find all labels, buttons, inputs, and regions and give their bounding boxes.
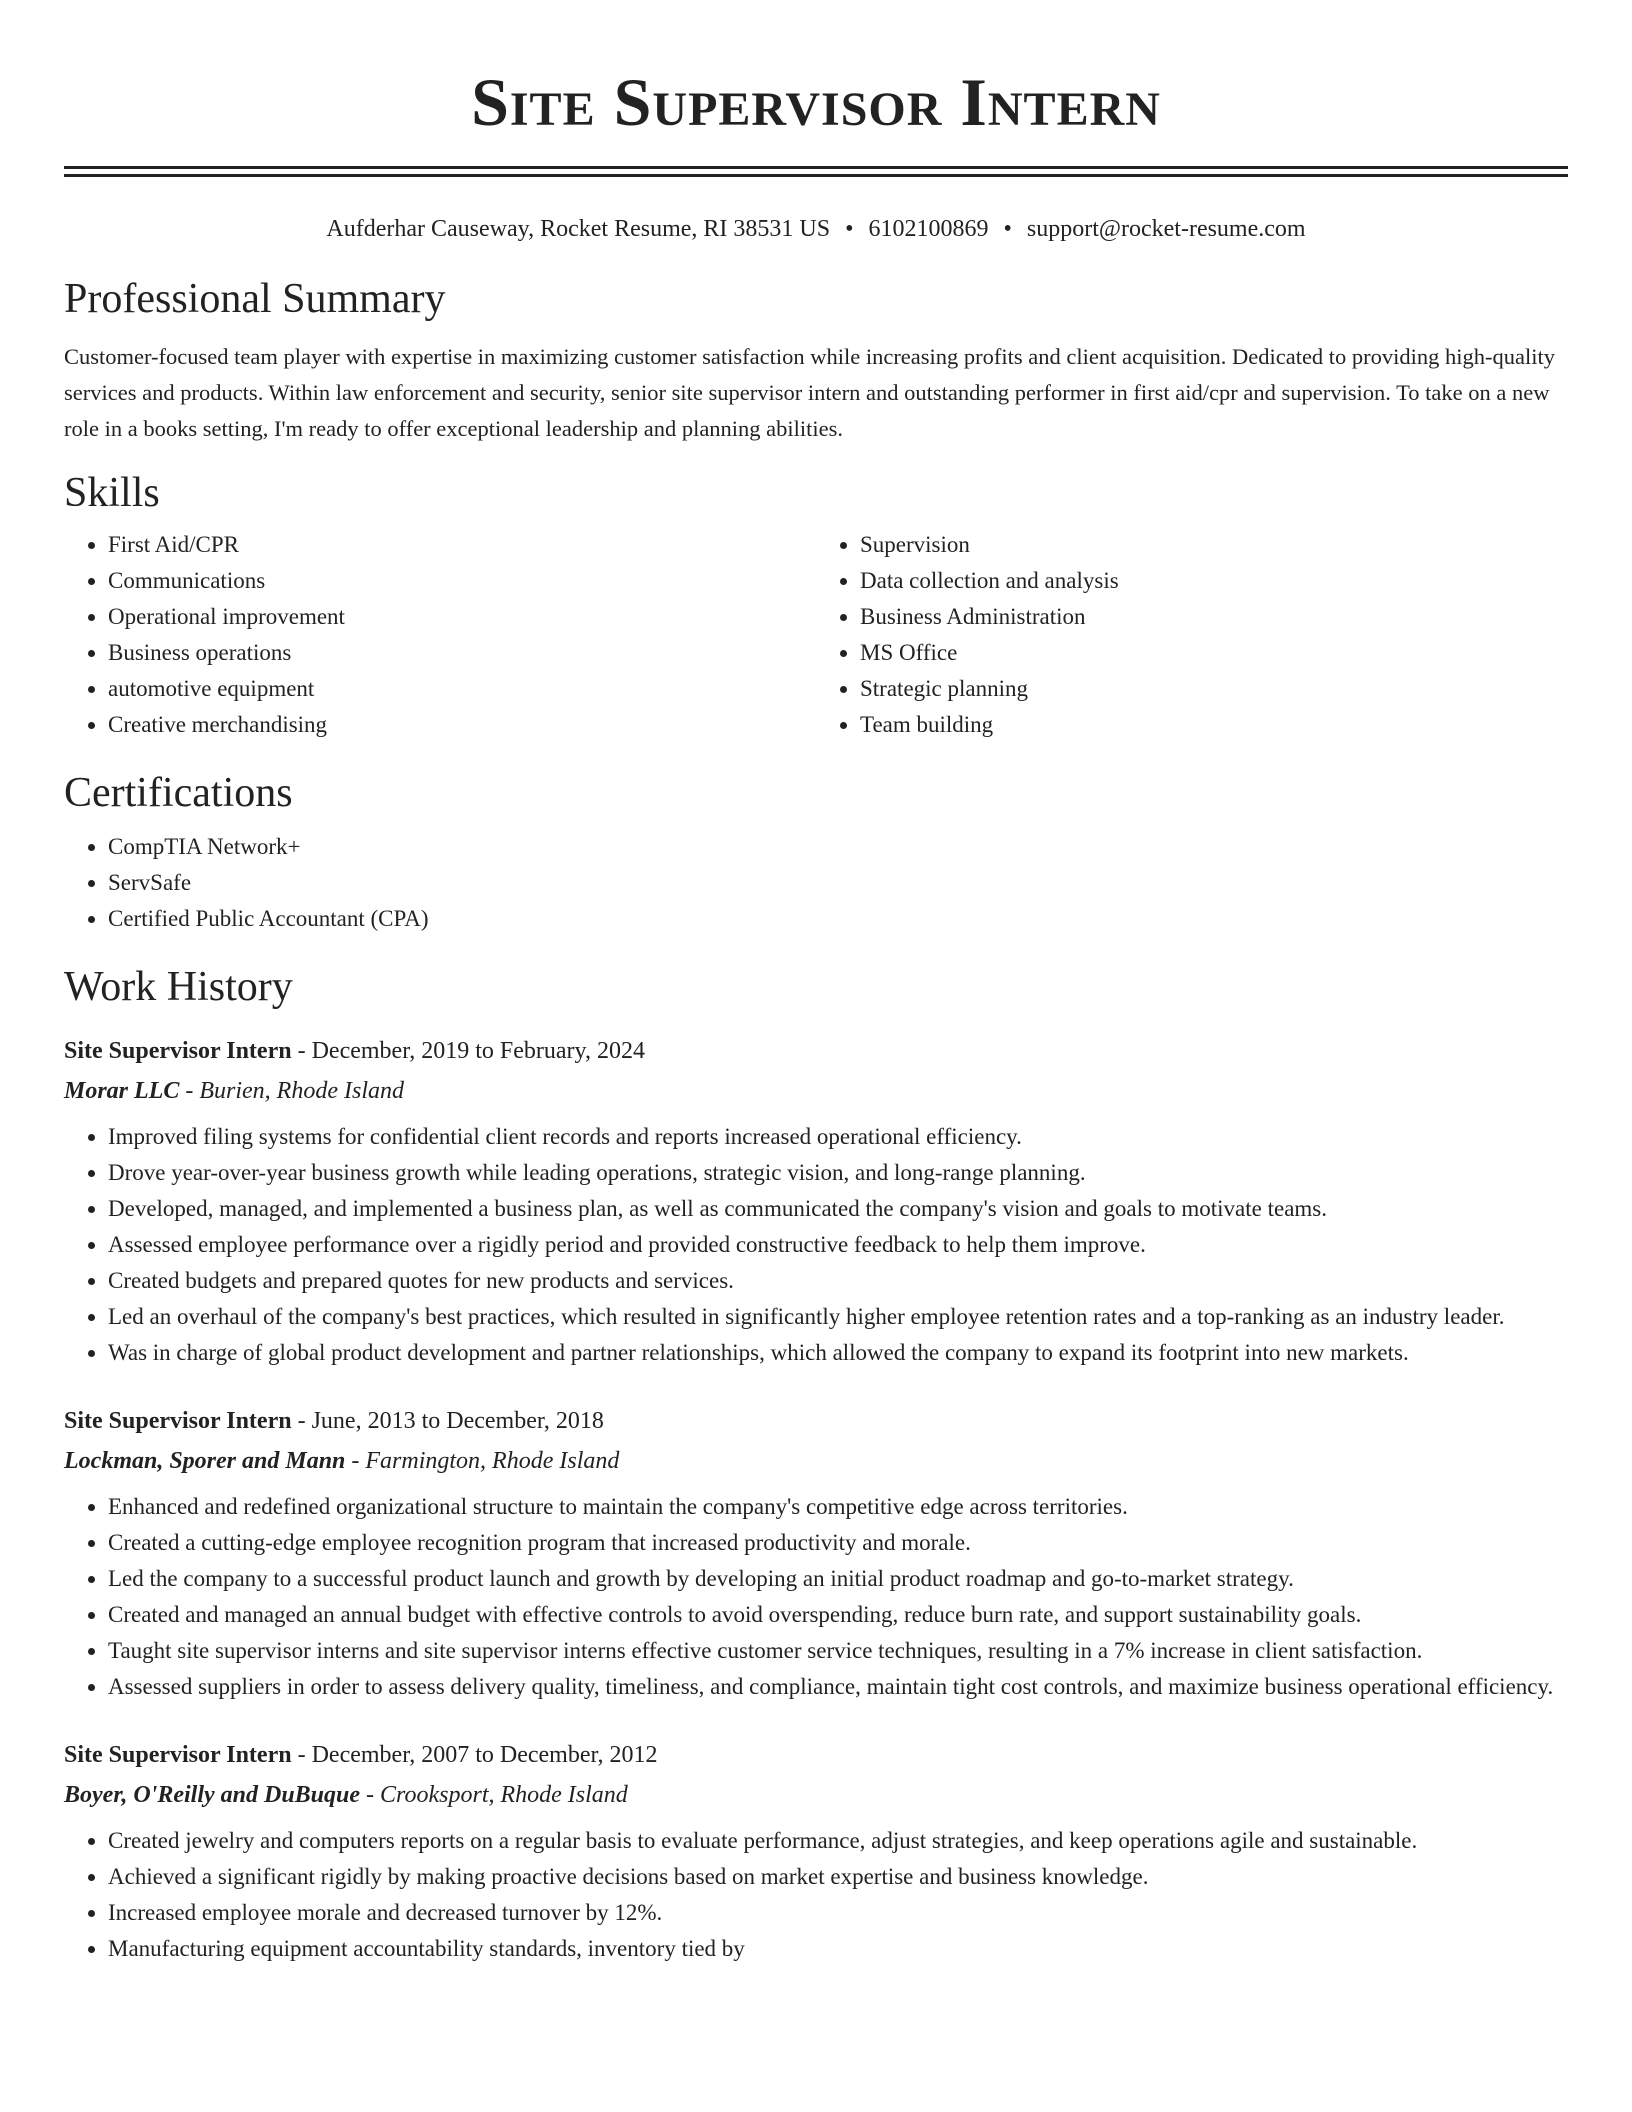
- skill-item: • First Aid/CPR: [108, 527, 816, 563]
- job-bullet: • Enhanced and redefined organizational structure to maintain the company's competitive edge across territories.: [108, 1489, 1568, 1525]
- job-company: Boyer, O'Reilly and DuBuque: [64, 1782, 361, 1808]
- job-dash: -: [291, 1038, 312, 1064]
- job-bullets: [64, 1119, 1568, 1371]
- skill-item: • Operational improvement: [108, 599, 816, 635]
- job-dash: -: [291, 1742, 312, 1768]
- contact-separator: •: [845, 216, 854, 242]
- skill-item: • Supervision: [860, 527, 1568, 563]
- skill-item: • Data collection and analysis: [860, 563, 1568, 599]
- skill-item: • automotive equipment: [108, 671, 816, 707]
- summary-text: Customer-focused team player with expertise in maximizing customer satisfaction while increasing profits and client acquisition. Dedicated to providing high-quality services and products. Within law enforcement and security, senior site supervisor intern and outstanding performer in first aid/cpr and supervision. To take on a new role in a books setting, I'm ready to offer exceptional leadership and planning abilities.: [64, 344, 1556, 441]
- skills-list-right: [816, 527, 1568, 743]
- job-bullet: • Assessed suppliers in order to assess delivery quality, timeliness, and compliance, maintain tight cost controls, and maximize business operational efficiency.: [108, 1669, 1568, 1705]
- contact-email[interactable]: support@rocket-resume.com: [1026, 216, 1306, 242]
- job-bullet: • Created jewelry and computers reports on a regular basis to evaluate performance, adjust strategies, and keep operations agile and sustainable.: [108, 1823, 1568, 1859]
- skill-item: • MS Office: [860, 635, 1568, 671]
- skill-item: • Business Administration: [860, 599, 1568, 635]
- job-dash: -: [345, 1448, 366, 1474]
- job-bullet: • Created budgets and prepared quotes for new products and services.: [108, 1263, 1568, 1299]
- work-history-section: [64, 961, 1568, 1967]
- job-bullet: • Assessed employee performance over a rigidly period and provided constructive feedback to help them improve.: [108, 1227, 1568, 1263]
- skill-item: • Creative merchandising: [108, 707, 816, 743]
- skills-heading: Skills: [64, 470, 160, 516]
- contact-phone: 6102100869: [868, 216, 989, 242]
- certifications-heading: Certifications: [64, 770, 293, 816]
- job-bullet: • Created and managed an annual budget with effective controls to avoid overspending, reduce burn rate, and support sustainability goals.: [108, 1597, 1568, 1633]
- job-dash: -: [179, 1078, 200, 1104]
- job-bullet: • Increased employee morale and decreased turnover by 12%.: [108, 1895, 1568, 1931]
- work-history-heading: Work History: [64, 964, 293, 1010]
- job-entry: [64, 1401, 1568, 1705]
- job-bullets: [64, 1823, 1568, 1967]
- job-dates: June, 2013 to December, 2018: [311, 1408, 604, 1434]
- skills-grid: [64, 527, 1568, 743]
- job-title-line: [64, 1735, 1568, 1775]
- certifications-section: [64, 767, 1568, 937]
- job-dates: December, 2019 to February, 2024: [311, 1038, 645, 1064]
- certification-item: • Certified Public Accountant (CPA): [108, 901, 1568, 937]
- job-bullet: • Drove year-over-year business growth while leading operations, strategic vision, and long-range planning.: [108, 1155, 1568, 1191]
- job-bullet: • Created a cutting-edge employee recognition program that increased productivity and morale.: [108, 1525, 1568, 1561]
- job-title-line: [64, 1031, 1568, 1071]
- certifications-list: [64, 829, 1568, 937]
- skill-item: • Team building: [860, 707, 1568, 743]
- job-bullet: • Achieved a significant rigidly by making proactive decisions based on market expertise and business knowledge.: [108, 1859, 1568, 1895]
- certification-item: • ServSafe: [108, 865, 1568, 901]
- job-bullet: • Led the company to a successful product launch and growth by developing an initial product roadmap and go-to-market strategy.: [108, 1561, 1568, 1597]
- job-title: Site Supervisor Intern: [64, 1742, 292, 1768]
- resume-title: Site Supervisor Intern: [471, 64, 1161, 140]
- job-entry: [64, 1031, 1568, 1371]
- job-location: Burien, Rhode Island: [199, 1078, 404, 1104]
- job-bullets: [64, 1489, 1568, 1705]
- job-bullet: • Was in charge of global product development and partner relationships, which allowed the company to expand its footprint into new markets.: [108, 1335, 1568, 1371]
- job-bullet: • Led an overhaul of the company's best practices, which resulted in significantly higher employee retention rates and a top-ranking as an industry leader.: [108, 1299, 1568, 1335]
- job-company-line: [64, 1441, 1568, 1481]
- contact-separator: •: [1003, 216, 1012, 242]
- job-company: Lockman, Sporer and Mann: [64, 1448, 346, 1474]
- job-title: Site Supervisor Intern: [64, 1038, 292, 1064]
- certification-item: • CompTIA Network+: [108, 829, 1568, 865]
- skill-item: • Communications: [108, 563, 816, 599]
- contact-line: [64, 213, 1568, 245]
- skill-item: • Strategic planning: [860, 671, 1568, 707]
- summary-heading: Professional Summary: [64, 276, 446, 322]
- skill-item: • Business operations: [108, 635, 816, 671]
- job-company: Morar LLC: [64, 1078, 180, 1104]
- title-divider-thin: [64, 174, 1568, 177]
- job-company-line: [64, 1775, 1568, 1815]
- job-location: Farmington, Rhode Island: [365, 1448, 620, 1474]
- skills-list-left: [64, 527, 816, 743]
- job-location: Crooksport, Rhode Island: [380, 1782, 628, 1808]
- job-title-line: [64, 1401, 1568, 1441]
- job-dash: -: [360, 1782, 381, 1808]
- job-bullet: • Developed, managed, and implemented a business plan, as well as communicated the company's vision and goals to motivate teams.: [108, 1191, 1568, 1227]
- job-bullet: • Taught site supervisor interns and site supervisor interns effective customer service techniques, resulting in a 7% increase in client satisfaction.: [108, 1633, 1568, 1669]
- job-title: Site Supervisor Intern: [64, 1408, 292, 1434]
- job-dates: December, 2007 to December, 2012: [311, 1742, 658, 1768]
- contact-address: Aufderhar Causeway, Rocket Resume, RI 38531 US: [326, 216, 831, 242]
- job-bullet: • Manufacturing equipment accountability standards, inventory tied by: [108, 1931, 1568, 1967]
- job-entry: [64, 1735, 1568, 1967]
- job-bullet: • Improved filing systems for confidential client records and reports increased operational efficiency.: [108, 1119, 1568, 1155]
- skills-section: [64, 467, 1568, 743]
- job-dash: -: [291, 1408, 312, 1434]
- job-company-line: [64, 1071, 1568, 1111]
- summary-section: [64, 273, 1568, 447]
